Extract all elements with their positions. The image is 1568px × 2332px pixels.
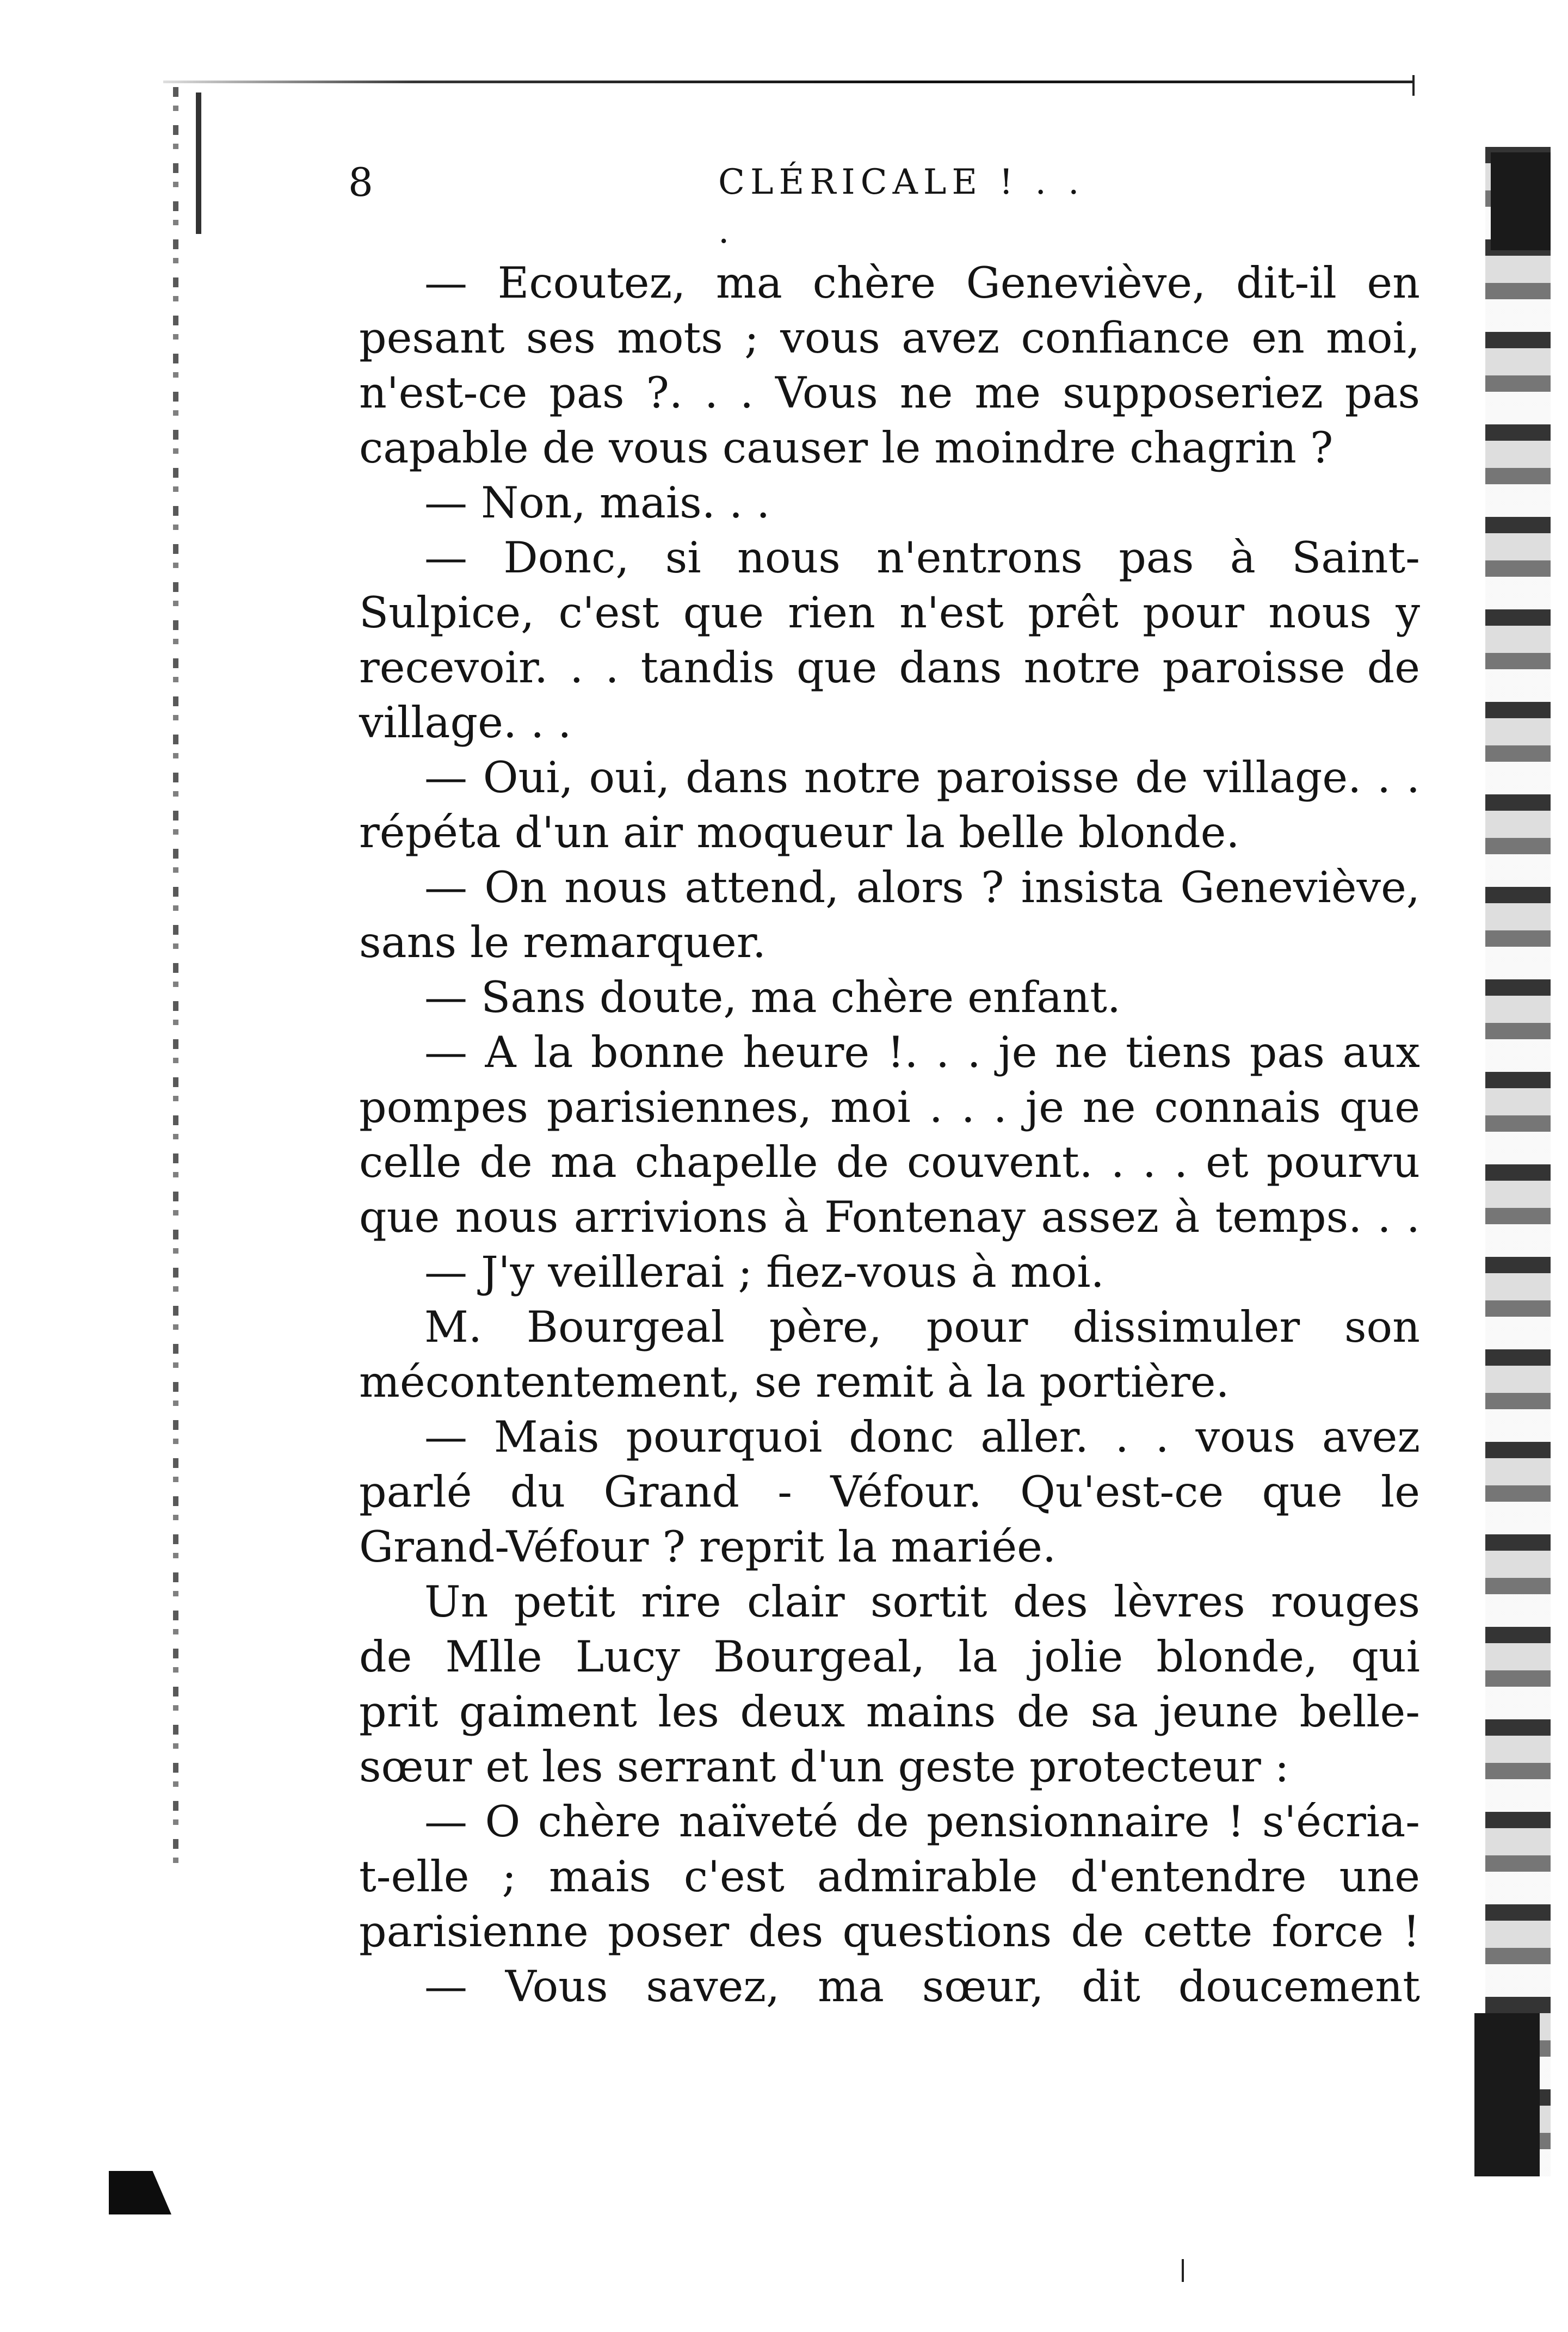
scan-bottom-left-mark <box>109 2171 171 2214</box>
text-line: — A la bonne heure !. . . je ne tiens pas aux <box>424 1027 1420 1077</box>
scan-left-edge <box>173 87 178 1872</box>
scan-right-edge-top <box>1491 152 1551 250</box>
text-line: village. . . <box>359 698 572 748</box>
text-line: que nous arrivions à Fontenay assez à temps. . . <box>359 1192 1420 1242</box>
text-line: — Vous savez, ma sœur, dit doucement <box>424 1961 1420 2012</box>
text-line: — O chère naïveté de pensionnaire ! s'écria- <box>424 1797 1420 1847</box>
text-line: prit gaiment les deux mains de sa jeune belle- <box>359 1687 1420 1737</box>
scan-top-rule <box>163 81 1415 83</box>
scan-left-edge-mark <box>196 92 201 234</box>
text-line: Sulpice, c'est que rien n'est prêt pour nous y <box>359 588 1420 638</box>
text-line: t-elle ; mais c'est admirable d'entendre une <box>359 1852 1420 1902</box>
text-line: — Sans doute, ma chère enfant. <box>424 972 1121 1022</box>
scan-right-edge-bottom <box>1474 2013 1540 2176</box>
text-line: Grand-Véfour ? reprit la mariée. <box>359 1522 1057 1572</box>
text-line: sans le remarquer. <box>359 917 766 967</box>
text-line: pesant ses mots ; vous avez confiance en moi, <box>359 313 1420 363</box>
text-line: parlé du Grand - Véfour. Qu'est-ce que le <box>359 1467 1420 1517</box>
body-text <box>359 256 1420 2014</box>
text-line: mécontentement, se remit à la portière. <box>359 1357 1230 1407</box>
text-line: — Oui, oui, dans notre paroisse de village. . . <box>424 752 1420 803</box>
text-line: — J'y veillerai ; fiez-vous à moi. <box>424 1247 1104 1297</box>
text-line: — Ecoutez, ma chère Geneviève, dit-il en <box>424 258 1420 308</box>
text-line: capable de vous causer le moindre chagrin ? <box>359 423 1334 473</box>
scan-top-tick <box>1412 75 1415 96</box>
text-line: recevoir. . . tandis que dans notre paroisse de <box>359 643 1420 693</box>
text-line: pompes parisiennes, moi . . . je ne connais que <box>359 1082 1420 1132</box>
text-line: Un petit rire clair sortit des lèvres rouges <box>424 1577 1420 1627</box>
text-line: — Donc, si nous n'entrons pas à Saint- <box>424 533 1420 583</box>
text-line: sœur et les serrant d'un geste protecteur : <box>359 1742 1289 1792</box>
running-head: CLÉRICALE ! . . . <box>718 162 1085 251</box>
scan-bottom-tick <box>1182 2259 1184 2282</box>
text-line: — Mais pourquoi donc aller. . . vous avez <box>424 1412 1420 1462</box>
text-line: parisienne poser des questions de cette force ! <box>359 1907 1420 1957</box>
text-line: — On nous attend, alors ? insista Geneviève, <box>424 862 1420 912</box>
text-line: — Non, mais. . . <box>424 478 770 528</box>
page-header <box>348 158 1110 251</box>
text-line: de Mlle Lucy Bourgeal, la jolie blonde, qui <box>359 1632 1420 1682</box>
text-line: n'est-ce pas ?. . . Vous ne me supposeriez pas <box>359 368 1420 418</box>
text-line: celle de ma chapelle de couvent. . . . et pourvu <box>359 1137 1420 1187</box>
text-line: répéta d'un air moqueur la belle blonde. <box>359 807 1240 857</box>
page-number: 8 <box>348 159 373 205</box>
text-line: M. Bourgeal père, pour dissimuler son <box>424 1302 1420 1352</box>
scan-right-edge <box>1485 147 1551 2176</box>
